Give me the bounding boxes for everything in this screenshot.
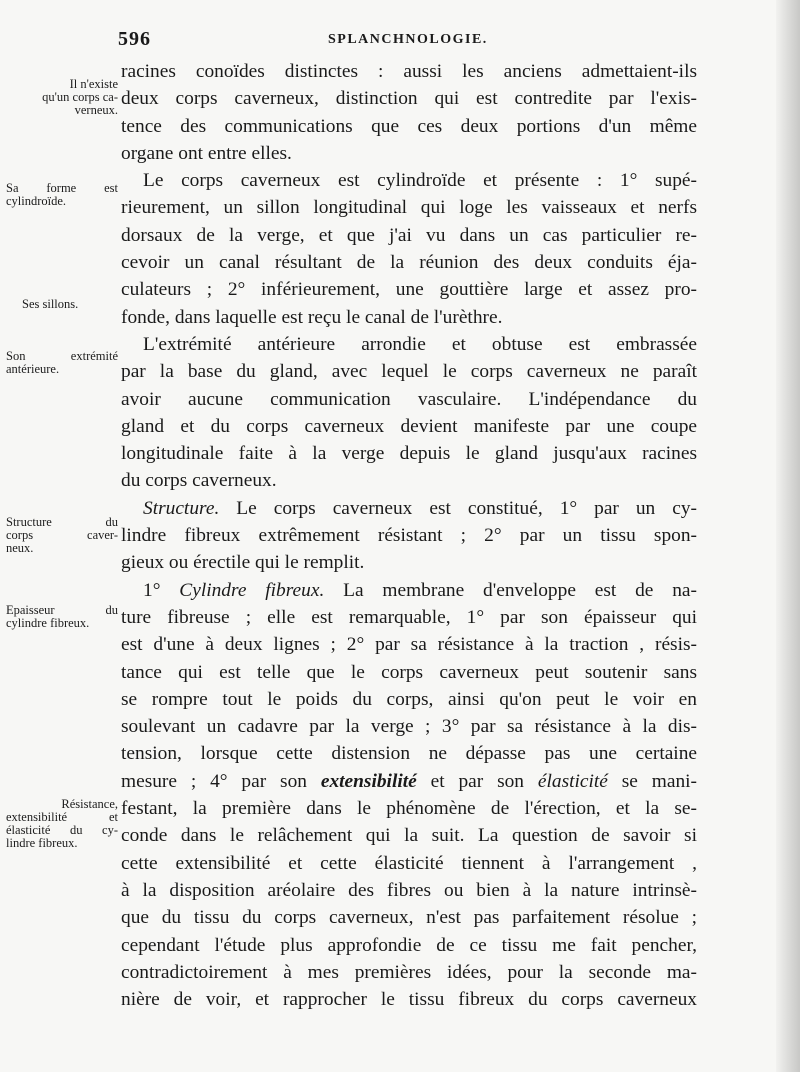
page-number: 596	[118, 28, 151, 50]
paragraph: 1° Cylindre fibreux. La membrane d'enveloppe est de na- ture fibreuse ; elle est remarquable, 1° par son épaisseur qui est d'une à deux lignes ; 2° par sa résistance à la traction , résis- tance qui est telle que le corps caverneux peut soutenir sans se rompre tout le poids du corps, ainsi qu'on peut le voir en soulevant un cadavre par la verge ; 3° par sa résistance à la dis- tension, lorsque cette distension ne dépasse pas une certaine mesure ; 4° par son extensibilité et par son élasticité se mani- festant, la première dans le phénomène de l'érection, et la se- conde dans le relâchement qui la suit. La question de savoir si cette extensibilité et cette élasticité tiennent à l'arrangement , à la disposition aréolaire des fibres ou bien à la nature intrinsè- que du tissu du corps caverneux, n'est pas parfaitement résolue ; cependant l'étude plus approfondie de ce tissu me fait pencher, contradictoirement à mes premières idées, pour la seconde ma- nière de voir, et rapprocher le tissu fibreux du corps caverneux	[121, 579, 698, 1011]
margin-note-sillons: Ses sillons.	[22, 297, 79, 311]
paragraph: Structure. Le corps caverneux est constitué, 1° par un cy- lindre fibreux extrêmement résistant ; 2° par un tissu spon- gieux ou érectile qui le remplit.	[121, 497, 697, 574]
margin-note-resistance: Résistance, extensibilité et élasticité du cy- lindre fibreux.	[6, 797, 118, 850]
running-head: SPLANCHNOLOGIE.	[328, 32, 488, 47]
paragraph: racines conoïdes distinctes : aussi les anciens admettaient-ils deux corps caverneux, distinction qui est contredite par l'exis- tence des communications que ces deux portions d'un même organe ont entre elles.	[121, 61, 697, 164]
page-header	[118, 28, 698, 54]
margin-note-corps-caverneux: Il n'existe qu'un corps ca- verneux.	[42, 77, 118, 117]
paragraph: L'extrémité antérieure arrondie et obtuse est embrassée par la base du gland, avec lequel le corps caverneux ne paraît avoir aucune communication vasculaire. L'indépendance du gland et du corps caverneux devient manifeste par une coupe longitudinale faite à la verge depuis le gland jusqu'aux racines du corps caverneux.	[121, 333, 697, 492]
section-heading: Structure.	[143, 497, 220, 519]
margin-note-extremite: Son extrémité antérieure.	[6, 349, 118, 376]
page-edge-shadow	[776, 0, 800, 1072]
section-heading: Cylindre fibreux.	[179, 579, 325, 601]
emphasis: élasticité	[537, 770, 608, 792]
margin-note-forme: Sa forme est cylindroïde.	[6, 181, 118, 208]
body-text	[121, 58, 697, 1013]
paragraph: Le corps caverneux est cylindroïde et présente : 1° supé- rieurement, un sillon longitudinal qui loge les vaisseaux et nerfs dorsaux de la verge, et que j'ai vu dans un cas particulier re- cevoir un canal résultant de la réunion des deux conduits éja- culateurs ; 2° inférieurement, une gouttière large et assez pro- fonde, dans laquelle est reçu le canal de l'urèthre.	[121, 170, 697, 328]
margin-note-epaisseur: Epaisseur du cylindre fibreux.	[6, 603, 118, 630]
margin-note-structure: Structure du corps caver- neux.	[6, 515, 118, 555]
emphasis: extensibilité	[320, 770, 417, 792]
